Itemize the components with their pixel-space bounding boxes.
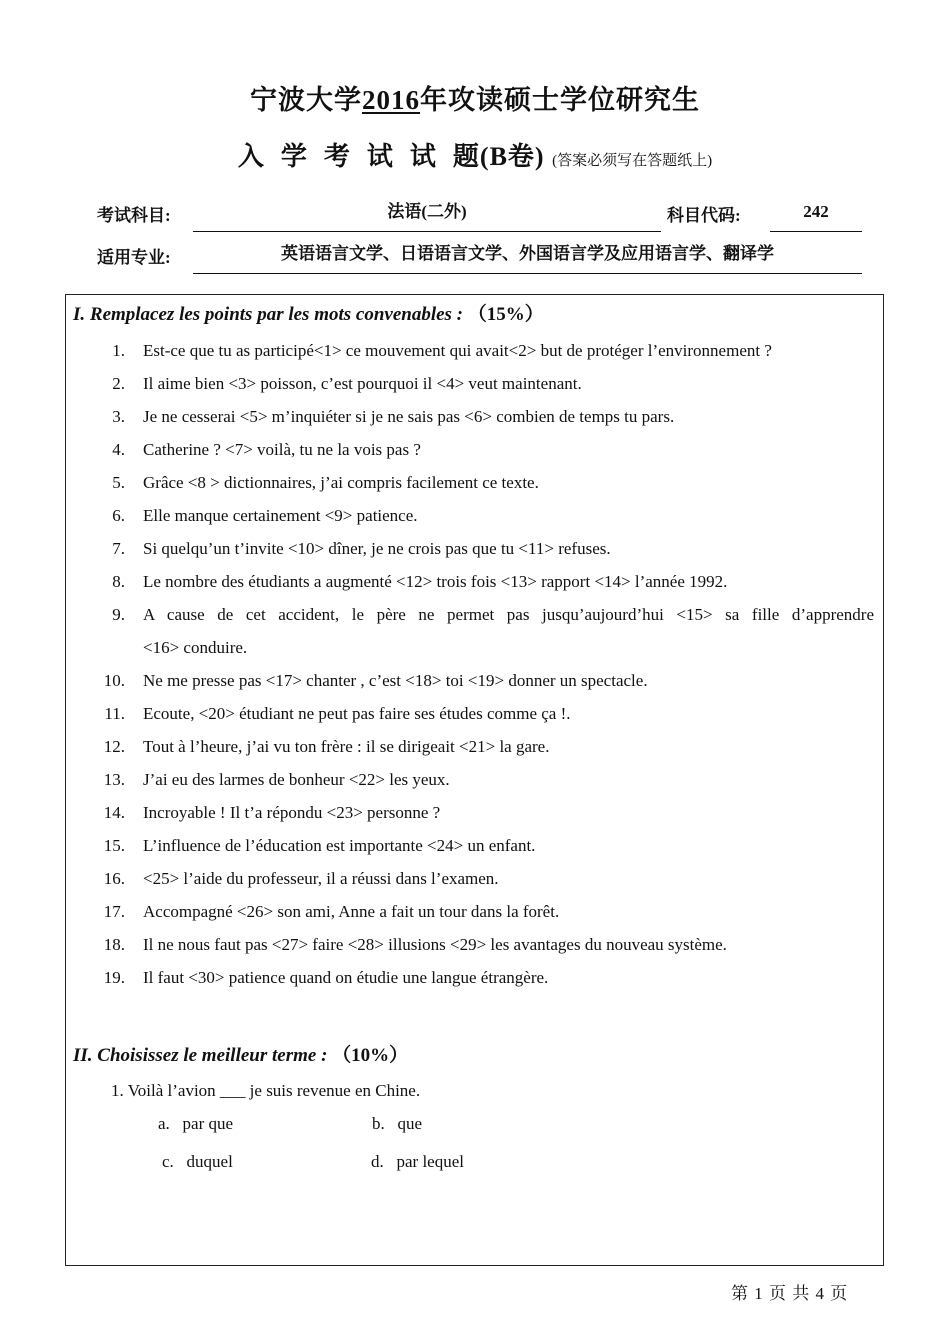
question-number: 9. xyxy=(112,605,125,624)
question-text: Est-ce que tu as participé<1> ce mouvement qui avait<2> but de protéger l’environnement ? xyxy=(143,341,772,360)
question-number: 16. xyxy=(103,869,125,888)
question-text: Si quelqu’un t’invite <10> dîner, je ne crois pas que tu <11> refuses. xyxy=(143,539,611,558)
question-number: 4. xyxy=(112,440,125,459)
section2-percent: （10%） xyxy=(332,1045,409,1066)
question-text: Ne me presse pas <17> chanter , c’est <18> toi <19> donner un spectacle. xyxy=(143,671,648,690)
option-letter: b. xyxy=(372,1114,385,1133)
option-letter: a. xyxy=(158,1114,170,1133)
question-text: Elle manque certainement <9> patience. xyxy=(143,506,418,525)
question-text: Grâce <8 > dictionnaires, j’ai compris facilement ce texte. xyxy=(143,473,539,492)
question-number: 13. xyxy=(103,770,125,789)
question-number: 3. xyxy=(112,407,125,426)
question-text: A cause de cet accident, le père ne permet pas jusqu’aujourd’hui <15> sa fille d’apprendre xyxy=(143,605,874,624)
question-number: 10. xyxy=(103,671,125,690)
question-text: Il ne nous faut pas <27> faire <28> illusions <29> les avantages du nouveau système. xyxy=(143,935,727,954)
option-text: par que xyxy=(182,1114,234,1133)
option-c xyxy=(162,1152,233,1172)
option-letter: c. xyxy=(162,1152,174,1171)
subtitle-last: 题 xyxy=(452,142,480,171)
section1-title-text: I. Remplacez les points par les mots convenables : xyxy=(73,304,464,325)
code-label: 科目代码: xyxy=(667,206,741,225)
exam-subtitle xyxy=(0,136,950,173)
question-text: Je ne cesserai <5> m’inquiéter si je ne sais pas <6> combien de temps tu pars. xyxy=(143,407,675,426)
question-text: L’influence de l’éducation est importante <24> un enfant. xyxy=(143,836,536,855)
question-text: <25> l’aide du professeur, il a réussi dans l’examen. xyxy=(143,869,499,888)
section2-title xyxy=(73,1040,408,1067)
option-d xyxy=(371,1152,464,1172)
subtitle-spaced: 入学考试试 xyxy=(237,142,453,171)
question-text: J’ai eu des larmes de bonheur <22> les yeux. xyxy=(143,770,450,789)
question-number: 12. xyxy=(103,737,125,756)
exam-title xyxy=(0,78,950,117)
question-number: 14. xyxy=(103,803,125,822)
question-number: 18. xyxy=(103,935,125,954)
question-number: 19. xyxy=(103,968,125,987)
title-university: 宁波大学 xyxy=(250,85,362,115)
section1-percent: （15%） xyxy=(467,304,544,325)
question-number: 11. xyxy=(104,704,125,723)
question-number: 17. xyxy=(103,902,125,921)
question-number: 1. xyxy=(112,341,125,360)
code-value: 242 xyxy=(770,200,862,232)
question-text: Tout à l’heure, j’ai vu ton frère : il se dirigeait <21> la gare. xyxy=(143,737,550,756)
title-rest: 年攻读硕士学位研究生 xyxy=(420,85,700,115)
question-number: 15. xyxy=(103,836,125,855)
section2-title-text: II. Choisissez le meilleur terme : xyxy=(73,1045,328,1066)
subtitle-note: (答案必须写在答题纸上) xyxy=(552,153,713,169)
subject-label: 考试科目: xyxy=(97,206,171,225)
question-text: Le nombre des étudiants a augmenté <12> trois fois <13> rapport <14> l’année 1992. xyxy=(143,572,728,591)
section2-question-1: 1. Voilà l’avion ___ je suis revenue en Chine. xyxy=(111,1081,421,1100)
major-label: 适用专业: xyxy=(97,248,171,267)
subtitle-paper: (B卷) xyxy=(479,142,545,171)
question-text: Incroyable ! Il t’a répondu <23> personne ? xyxy=(143,803,441,822)
option-text: par lequel xyxy=(396,1152,464,1171)
question-number: 7. xyxy=(112,539,125,558)
page-number: 第 1 页 共 4 页 xyxy=(731,1284,849,1303)
option-a xyxy=(158,1114,233,1134)
question-text: Catherine ? <7> voilà, tu ne la vois pas ? xyxy=(143,440,421,459)
question-number: 8. xyxy=(112,572,125,591)
option-text: duquel xyxy=(186,1152,233,1171)
question-number: 6. xyxy=(112,506,125,525)
question-text: Accompagné <26> son ami, Anne a fait un tour dans la forêt. xyxy=(143,902,560,921)
option-text: que xyxy=(397,1114,423,1133)
question-number: 5. xyxy=(112,473,125,492)
question-text-continued: <16> conduire. xyxy=(143,638,248,657)
question-text: Il aime bien <3> poisson, c’est pourquoi il <4> veut maintenant. xyxy=(143,374,582,393)
question-text: Ecoute, <20> étudiant ne peut pas faire ses études comme ça !. xyxy=(143,704,571,723)
question-number: 2. xyxy=(112,374,125,393)
title-year: 2016 xyxy=(362,85,420,115)
major-value: 英语语言文学、日语语言文学、外国语言学及应用语言学、翻译学 xyxy=(193,242,862,274)
section1-title xyxy=(73,299,544,326)
option-letter: d. xyxy=(371,1152,384,1171)
subject-value: 法语(二外) xyxy=(193,200,661,232)
question-text: Il faut <30> patience quand on étudie une langue étrangère. xyxy=(143,968,549,987)
option-b xyxy=(372,1114,422,1134)
